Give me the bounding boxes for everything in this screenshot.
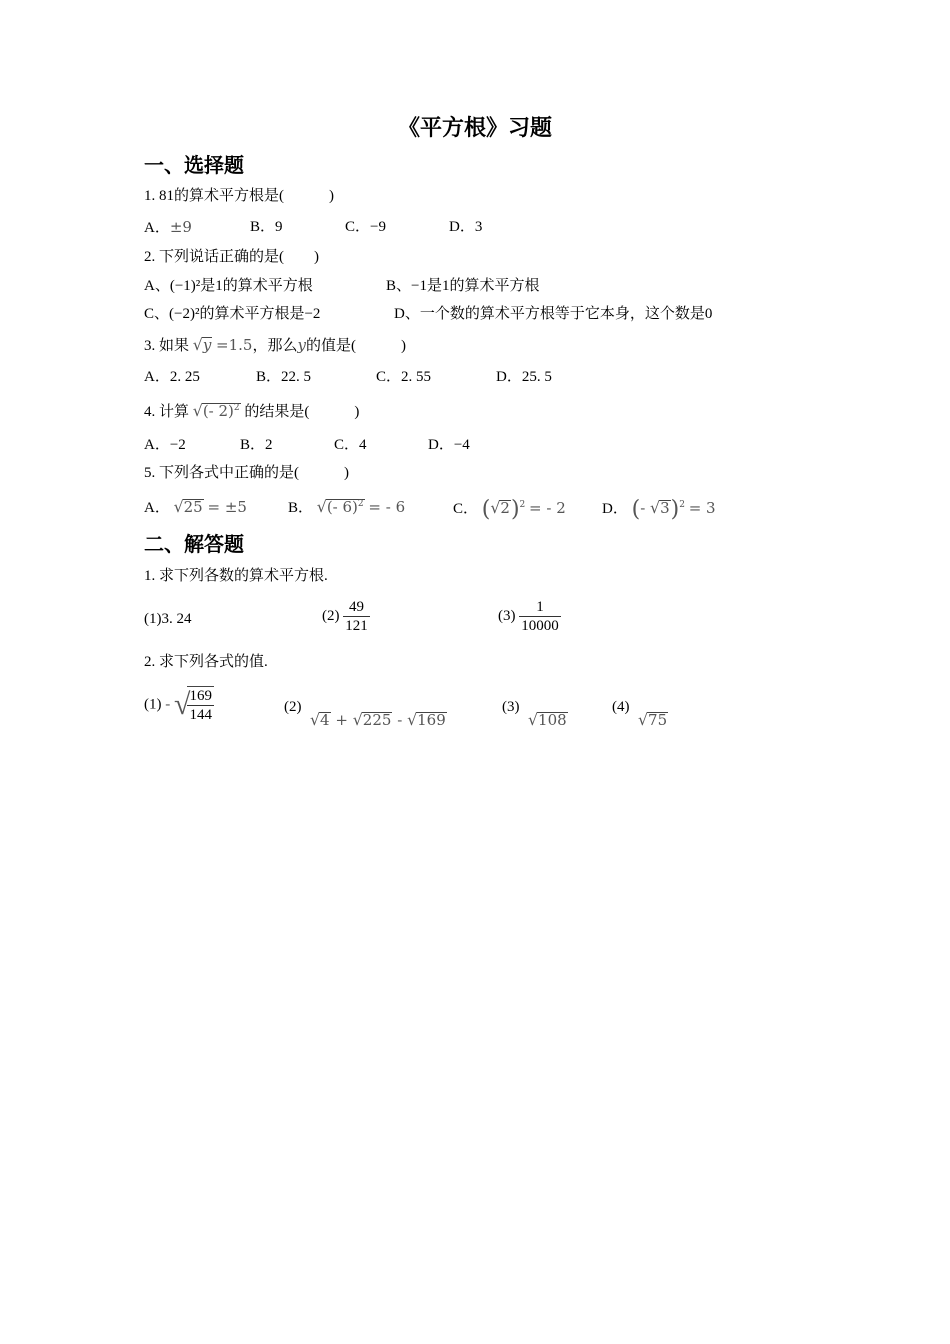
page-title: 《平方根》习题 <box>397 115 552 140</box>
q5-option-d: D． (- √3)$^2$ = 3 <box>602 497 716 522</box>
q5-option-b: B． √(- 6)$^2$ = - 6 <box>288 497 406 516</box>
q4-option-b: B．2 <box>240 437 273 453</box>
question-5-stem: 5. 下列各式中正确的是( ) <box>144 465 349 481</box>
solve-2-stem: 2. 求下列各式的值. <box>144 654 268 670</box>
section-choice-heading: 一、选择题 <box>144 155 244 177</box>
solve-2-part-1: (1) - √ $\frac{169}{144}$ <box>144 688 212 723</box>
question-1-stem: 1. 81的算术平方根是( ) <box>144 188 334 204</box>
solve-2-part-2: (2) <box>284 699 302 715</box>
q3-option-d: D．25. 5 <box>496 369 552 385</box>
question-3-stem: 3. 如果 √y =1.5，那么y的值是( ) <box>144 335 406 354</box>
solve-2-part-4: (4) <box>612 699 630 715</box>
q4-option-d: D．−4 <box>428 437 470 453</box>
q2-option-d: D、一个数的算术平方根等于它本身，这个数是0 <box>394 306 713 322</box>
q1-option-c: C．−9 <box>345 219 386 235</box>
q1-option-b: B．9 <box>250 219 283 235</box>
q1-option-a: A．±9 <box>144 218 192 236</box>
solve-2-part-3: (3) <box>502 699 520 715</box>
solve-1-part-2: (2) $\frac{49}{121}$ <box>322 599 368 634</box>
q1-option-d: D．3 <box>449 219 483 235</box>
q3-option-a: A．2. 25 <box>144 369 200 385</box>
q5-option-a: A． √25 = ±5 <box>144 497 247 516</box>
q2-option-b: B、−1是1的算术平方根 <box>386 278 540 294</box>
q2-option-c: C、(−2)²的算术平方根是−2 <box>144 306 321 322</box>
solve-2-part-3-expr: √108 <box>528 710 567 729</box>
solve-1-part-1: (1)3. 24 <box>144 611 192 627</box>
question-4-stem: 4. 计算 √(- 2)$^2$ 的结果是( ) <box>144 401 360 420</box>
q4-option-c: C．4 <box>334 437 367 453</box>
q3-option-c: C．2. 55 <box>376 369 432 385</box>
sqrt-y: √y <box>192 335 212 354</box>
solve-1-stem: 1. 求下列各数的算术平方根. <box>144 568 328 584</box>
q2-option-a: A、(−1)²是1的算术平方根 <box>144 278 313 294</box>
q3-option-b: B．22. 5 <box>256 369 312 385</box>
solve-2-part-4-expr: √75 <box>638 710 668 729</box>
q4-option-a: A．−2 <box>144 437 186 453</box>
solve-2-part-2-expr: √4 + √225 - √169 <box>310 710 446 729</box>
sqrt-neg2-squared: √(- 2)$^2$ <box>192 401 240 420</box>
solve-1-part-3: (3) $\frac{1}{10000}$ <box>498 599 559 634</box>
section-solve-heading: 二、解答题 <box>144 534 244 556</box>
question-2-stem: 2. 下列说话正确的是( ) <box>144 249 319 265</box>
q5-option-c: C． $(√2)^2$ = - 2 <box>453 497 566 522</box>
